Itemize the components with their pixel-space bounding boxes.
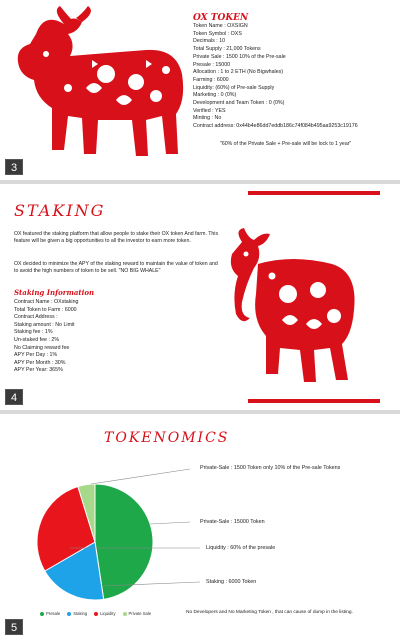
label-presale: Private-Sale : 15000 Token xyxy=(200,519,265,525)
red-accent-bar xyxy=(248,191,380,195)
staking-title: STAKING xyxy=(14,201,106,220)
info-line: Marketing : 0 (0%) xyxy=(193,92,237,99)
tokenomics-pie-chart xyxy=(0,414,400,640)
slide-ox-token xyxy=(0,0,400,180)
legend-label: Liquidity xyxy=(100,611,116,616)
label-staking: Staking : 6000 Token xyxy=(206,579,257,585)
info-line: Contract Address : xyxy=(14,314,58,321)
lock-note: "60% of the Private Sale + Pre-sale will be lock to 1 year" xyxy=(220,141,352,147)
info-line: Decimals : 10 xyxy=(193,38,226,45)
ox-papercut-illustration xyxy=(6,4,191,174)
legend-item xyxy=(123,611,152,616)
footnote: No Developers and No Marketing Token , that can cause of dump in the listing. xyxy=(186,610,353,615)
info-line: Un-staked fee : 2% xyxy=(14,336,60,343)
legend-swatch xyxy=(40,612,44,616)
info-line: Contract address: 0x44b4e86dd7eddb186c74f084b495aa9253c19176 xyxy=(193,123,358,130)
info-line: Liquidity: (60%) of Pre-sale Supply xyxy=(193,84,275,91)
legend-label: Presale xyxy=(46,611,61,616)
legend-label: Staking xyxy=(73,611,88,616)
info-line: APY Per Year: 365% xyxy=(14,367,63,374)
info-line: Private Sale : 1500 10% of the Pre-sale xyxy=(193,53,286,60)
label-liquidity: Liquidity : 60% of the presale xyxy=(206,545,276,551)
info-line: Total Supply : 21,000 Tokens xyxy=(193,46,261,53)
info-line: Total Token to Farm : 6000 xyxy=(14,306,77,313)
info-line: No Claiming reward fee xyxy=(14,344,70,351)
staking-info-title: Staking Information xyxy=(14,288,95,297)
info-line: Development and Team Token : 0 (0%) xyxy=(193,100,285,107)
token-info-list xyxy=(193,23,358,131)
slide-number: 3 xyxy=(5,159,23,175)
info-line: APY Per Month : 30% xyxy=(14,359,66,366)
leader-line xyxy=(91,469,190,484)
info-line: Farming : 6000 xyxy=(193,76,229,83)
info-line: APY Per Day : 1% xyxy=(14,352,58,359)
ox-papercut-illustration xyxy=(222,224,372,394)
slide-staking xyxy=(0,184,400,410)
legend-item xyxy=(40,611,60,616)
info-line: Minting : No xyxy=(193,115,222,122)
info-line: Contract Name : OXstaking xyxy=(14,299,79,305)
legend-swatch xyxy=(67,612,71,616)
slide-number: 4 xyxy=(5,389,23,405)
slide-number: 5 xyxy=(5,619,23,635)
info-line: Token Name : OXSIGN xyxy=(193,23,248,29)
red-accent-bar xyxy=(248,399,380,403)
info-line: Allocation : 1 to 2 ETH (No Bigwhales) xyxy=(193,69,284,76)
label-private-sale: Private-Sale : 1500 Token only 10% of the Pre-sale Tokens xyxy=(200,465,341,471)
legend-swatch xyxy=(94,612,98,616)
staking-paragraph: OX decided to minimize the APY of the staking reward to maintain the value of token and to avoid the high numbers of token to be sell. "NO BIG WHALE" xyxy=(14,261,218,274)
info-line: Staking amount : No Limit xyxy=(14,321,75,328)
staking-paragraph: OX featured the staking platform that allow people to stake their OX token And farm. This feature will be given a big opportunities to all the investor to earn more token. xyxy=(14,231,219,244)
info-line: Verified : YES xyxy=(193,107,226,114)
legend-label: Private Sale xyxy=(128,611,152,616)
info-line: Token Symbol : OXS xyxy=(193,30,242,37)
legend-item xyxy=(67,611,87,616)
tokenomics-title: TOKENOMICS xyxy=(104,430,230,446)
leader-line xyxy=(150,522,190,524)
legend-swatch xyxy=(123,612,127,616)
legend-item xyxy=(94,611,115,616)
pie-slice-presale xyxy=(95,484,153,599)
chart-legend xyxy=(40,611,151,616)
staking-info-list xyxy=(14,299,78,375)
info-line: Presale : 15000 xyxy=(193,61,231,68)
slide-tokenomics xyxy=(0,414,400,640)
ox-token-title: OX TOKEN xyxy=(193,13,249,23)
info-line: Staking fee : 1% xyxy=(14,329,53,336)
